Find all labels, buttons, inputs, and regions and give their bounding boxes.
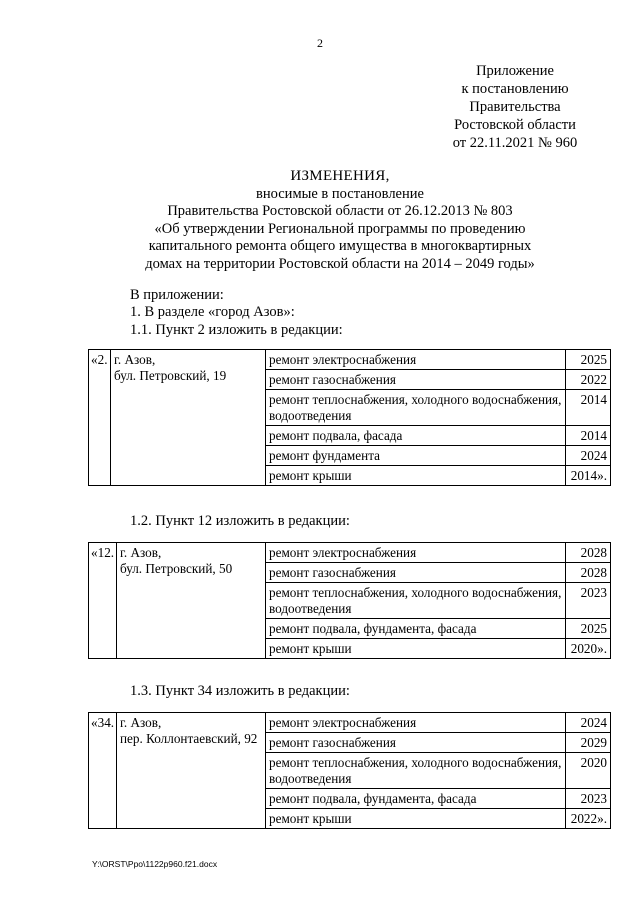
work-year: 2024 — [566, 446, 611, 466]
repair-table — [88, 712, 611, 829]
work-type: ремонт крыши — [266, 466, 566, 486]
work-year: 2014 — [566, 426, 611, 446]
work-year: 2028 — [566, 563, 611, 583]
section-caption: 1.1. Пункт 2 изложить в редакции: — [130, 322, 343, 338]
intro-line: 1. В разделе «город Азов»: — [130, 304, 295, 320]
appendix-line: Приложение — [476, 63, 554, 79]
appendix-line: от 22.11.2021 № 960 — [452, 135, 578, 151]
address-line: пер. Коллонтаевский, 92 — [120, 731, 258, 746]
work-type: ремонт фундамента — [266, 446, 566, 466]
work-type: ремонт электроснабжения — [266, 350, 566, 370]
address-line: г. Азов, — [120, 545, 162, 560]
appendix-block — [400, 62, 630, 152]
address-line: бул. Петровский, 19 — [114, 368, 227, 383]
appendix-line: к постановлению — [461, 81, 569, 97]
intro-line: В приложении: — [130, 287, 224, 303]
item-number: «12. — [89, 543, 117, 659]
heading-line: капитального ремонта общего имущества в многоквартирных — [148, 238, 532, 254]
page-number: 2 — [317, 36, 323, 50]
file-path-footer: Y:\ORST\Ppo\1122p960.f21.docx — [92, 859, 218, 869]
address-line: г. Азов, — [114, 352, 156, 367]
work-year: 2028 — [566, 543, 611, 563]
work-type: ремонт крыши — [266, 639, 566, 659]
heading-line: вносимые в постановление — [256, 185, 424, 202]
work-type: ремонт теплоснабжения, холодного водоснабжения, водоотведения — [266, 583, 566, 619]
work-type: ремонт электроснабжения — [266, 543, 566, 563]
work-type: ремонт газоснабжения — [266, 563, 566, 583]
work-year: 2023 — [566, 583, 611, 619]
item-address — [117, 543, 266, 659]
heading-line: Правительства Ростовской области от 26.12.2013 № 803 — [167, 203, 513, 219]
work-year: 2020 — [566, 753, 611, 789]
document-heading — [40, 168, 640, 273]
item-address — [111, 350, 266, 486]
work-year: 2025 — [566, 350, 611, 370]
table-row — [89, 350, 611, 370]
work-type: ремонт газоснабжения — [266, 733, 566, 753]
work-year: 2014». — [566, 466, 611, 486]
work-year: 2024 — [566, 713, 611, 733]
item-number: «2. — [89, 350, 111, 486]
appendix-line: Правительства — [469, 99, 561, 115]
heading-title: ИЗМЕНЕНИЯ, — [290, 168, 390, 184]
work-type: ремонт подвала, фасада — [266, 426, 566, 446]
appendix-line: Ростовской области — [454, 117, 576, 133]
work-year: 2025 — [566, 619, 611, 639]
work-year: 2022 — [566, 370, 611, 390]
table-row — [89, 713, 611, 733]
work-type: ремонт газоснабжения — [266, 370, 566, 390]
work-type: ремонт подвала, фундамента, фасада — [266, 619, 566, 639]
item-address — [117, 713, 266, 829]
address-line: г. Азов, — [120, 715, 162, 730]
heading-line: «Об утверждении Региональной программы по проведению — [154, 220, 526, 237]
work-year: 2014 — [566, 390, 611, 426]
work-type: ремонт электроснабжения — [266, 713, 566, 733]
table-row — [89, 543, 611, 563]
work-year: 2023 — [566, 789, 611, 809]
item-number: «34. — [89, 713, 117, 829]
work-year: 2022». — [566, 809, 611, 829]
address-line: бул. Петровский, 50 — [120, 561, 233, 576]
work-type: ремонт подвала, фундамента, фасада — [266, 789, 566, 809]
work-type: ремонт теплоснабжения, холодного водоснабжения, водоотведения — [266, 753, 566, 789]
work-year: 2020». — [566, 639, 611, 659]
heading-line: домах на территории Ростовской области на 2014 – 2049 годы» — [145, 255, 535, 272]
section-caption: 1.2. Пункт 12 изложить в редакции: — [130, 513, 350, 529]
work-type: ремонт крыши — [266, 809, 566, 829]
repair-table — [88, 542, 611, 659]
repair-table — [88, 349, 611, 486]
work-type: ремонт теплоснабжения, холодного водоснабжения, водоотведения — [266, 390, 566, 426]
section-caption: 1.3. Пункт 34 изложить в редакции: — [130, 683, 350, 699]
work-year: 2029 — [566, 733, 611, 753]
